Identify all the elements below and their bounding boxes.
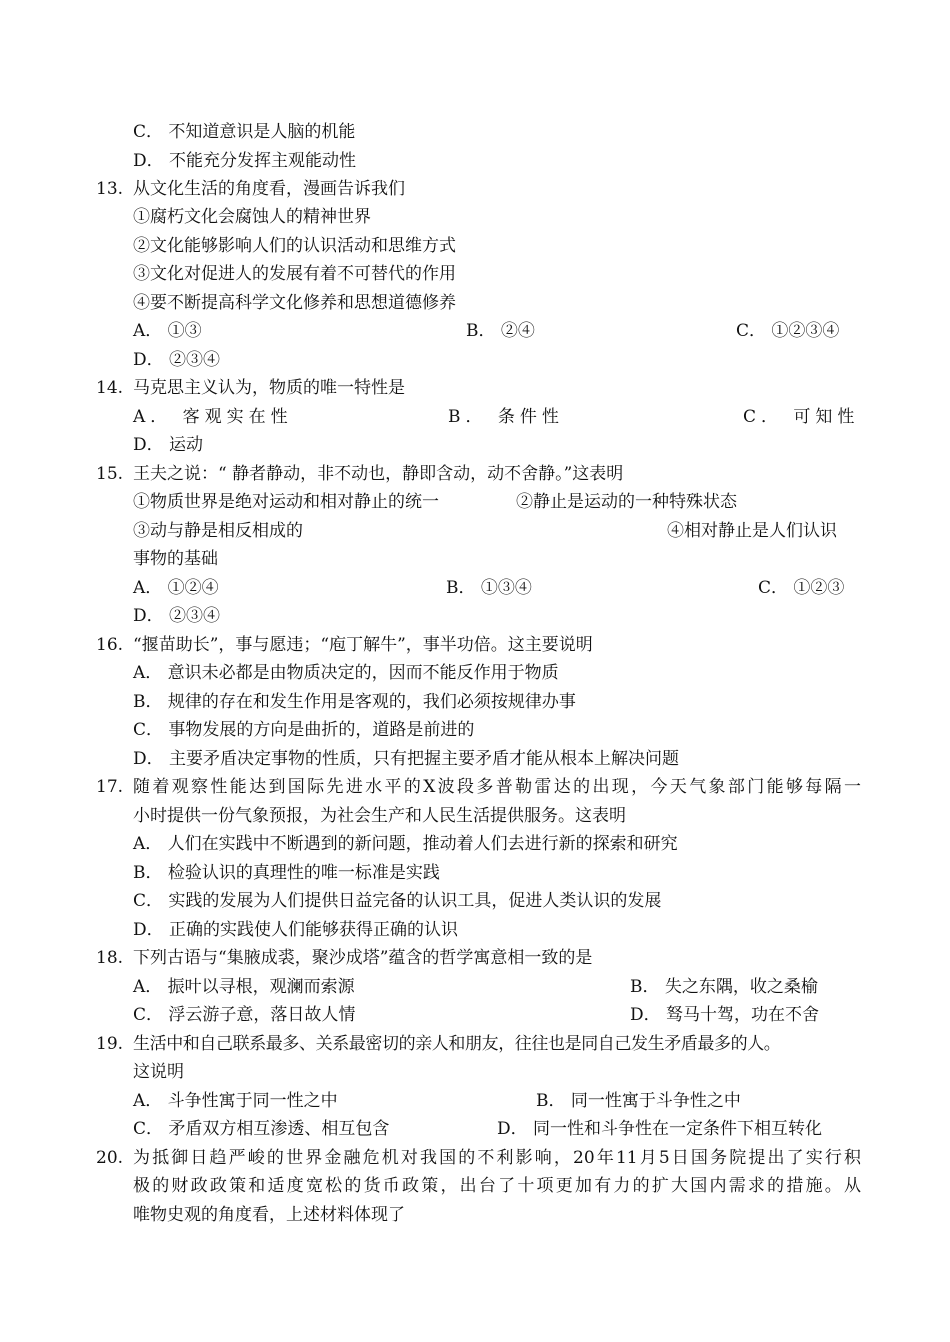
- statement-item: ①腐朽文化会腐蚀人的精神世界: [133, 207, 371, 227]
- option-d-text: D． ②③④: [133, 606, 221, 626]
- option-b-text: B． 条件性: [448, 407, 564, 427]
- question-number: 13.: [96, 179, 124, 199]
- option-a-text: A． 人们在实践中不断遇到的新问题，推动着人们去进行新的探索和研究: [133, 834, 678, 854]
- option-d-text: D． 驽马十驾，功在不舍: [630, 1005, 820, 1025]
- option-c-text: C． 不知道意识是人脑的机能: [133, 122, 356, 142]
- question-stem: “揠苗助长”，事与愿违；“庖丁解牛”，事半功倍。这主要说明: [133, 635, 593, 655]
- option-b-text: B． ①③④: [446, 578, 532, 598]
- question-stem: 随着观察性能达到国际先进水平的X波段多普勒雷达的出现，今天气象部门能够每隔一: [133, 777, 861, 797]
- option-d-text: D． ②③④: [133, 350, 221, 370]
- question-number: 19.: [96, 1034, 124, 1054]
- option-d-text: D． 同一性和斗争性在一定条件下相互转化: [497, 1119, 823, 1139]
- question-number: 17.: [96, 777, 124, 797]
- option-a-text: A． 意识未必都是由物质决定的，因而不能反作用于物质: [133, 663, 559, 683]
- question-stem: 马克思主义认为，物质的唯一特性是: [133, 378, 405, 398]
- question-stem-continuation: 极的财政政策和适度宽松的货币政策，出台了十项更加有力的扩大国内需求的措施。从: [133, 1176, 861, 1196]
- option-c-text: C． 浮云游子意，落日故人情: [133, 1005, 356, 1025]
- option-d-text: D． 不能充分发挥主观能动性: [133, 151, 357, 171]
- question-number: 20.: [96, 1148, 124, 1168]
- option-c-text: C． 事物发展的方向是曲折的，道路是前进的: [133, 720, 475, 740]
- option-c-text: C． 可知性: [743, 407, 860, 427]
- question-stem: 从文化生活的角度看，漫画告诉我们: [133, 179, 405, 199]
- question-stem-continuation: 这说明: [133, 1062, 184, 1082]
- question-stem: 生活中和自己联系最多、关系最密切的亲人和朋友，往往也是同自己发生矛盾最多的人。: [133, 1034, 781, 1054]
- statement-item: ④相对静止是人们认识: [667, 521, 837, 541]
- question-number: 16.: [96, 635, 124, 655]
- option-a-text: A． 斗争性寓于同一性之中: [133, 1091, 338, 1111]
- statement-item: ①物质世界是绝对运动和相对静止的统一: [133, 492, 439, 512]
- option-b-text: B． ②④: [466, 321, 535, 341]
- statement-item: ④要不断提高科学文化修养和思想道德修养: [133, 293, 456, 313]
- statement-item-continuation: 事物的基础: [133, 549, 218, 569]
- option-a-text: A． 振叶以寻根，观澜而索源: [133, 977, 355, 997]
- question-number: 18.: [96, 948, 124, 968]
- option-a-text: A． 客观实在性: [133, 407, 293, 427]
- question-stem: 下列古语与“集腋成裘，聚沙成塔”蕴含的哲学寓意相一致的是: [133, 948, 593, 968]
- option-b-text: B． 失之东隅，收之桑榆: [630, 977, 818, 997]
- option-d-text: D． 正确的实践使人们能够获得正确的认识: [133, 920, 459, 940]
- option-c-text: C． ①②③: [758, 578, 845, 598]
- option-c-text: C． 实践的发展为人们提供日益完备的认识工具，促进人类认识的发展: [133, 891, 662, 911]
- option-d-text: D． 运动: [133, 435, 204, 455]
- question-stem: 王夫之说：“ 静者静动，非不动也，静即含动，动不舍静。”这表明: [133, 464, 624, 484]
- option-b-text: B． 规律的存在和发生作用是客观的，我们必须按规律办事: [133, 692, 576, 712]
- statement-item: ②文化能够影响人们的认识活动和思维方式: [133, 236, 456, 256]
- option-c-text: C． 矛盾双方相互渗透、相互包含: [133, 1119, 390, 1139]
- statement-item: ②静止是运动的一种特殊状态: [516, 492, 737, 512]
- option-a-text: A． ①②④: [133, 578, 219, 598]
- option-d-text: D． 主要矛盾决定事物的性质，只有把握主要矛盾才能从根本上解决问题: [133, 749, 680, 769]
- question-number: 14.: [96, 378, 124, 398]
- statement-item: ③动与静是相反相成的: [133, 521, 303, 541]
- option-c-text: C． ①②③④: [736, 321, 840, 341]
- question-stem-continuation: 小时提供一份气象预报，为社会生产和人民生活提供服务。这表明: [133, 806, 626, 826]
- question-number: 15.: [96, 464, 124, 484]
- question-stem: 为抵御日趋严峻的世界金融危机对我国的不利影响，20年11月5日国务院提出了实行积: [133, 1148, 861, 1168]
- option-b-text: B． 检验认识的真理性的唯一标准是实践: [133, 863, 440, 883]
- statement-item: ③文化对促进人的发展有着不可替代的作用: [133, 264, 456, 284]
- option-a-text: A． ①③: [133, 321, 202, 341]
- question-stem-continuation: 唯物史观的角度看，上述材料体现了: [133, 1205, 405, 1225]
- option-b-text: B． 同一性寓于斗争性之中: [536, 1091, 741, 1111]
